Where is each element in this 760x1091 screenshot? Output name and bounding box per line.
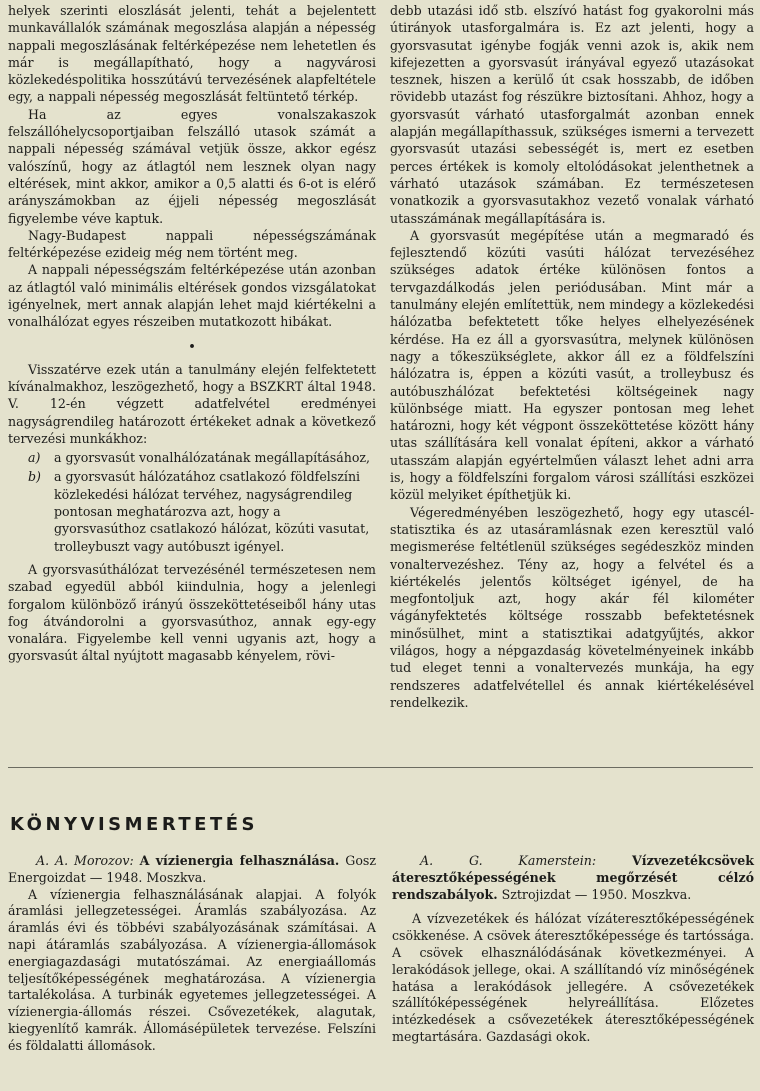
review-author: A. A. Morozov:	[36, 853, 134, 868]
book-review	[392, 853, 754, 1046]
review-publisher: Sztrojizdat — 1950. Moszkva.	[501, 886, 692, 902]
review-author: A. G. Kamerstein:	[420, 853, 597, 868]
list-item-text: a gyorsvasút vonalhálózatának megállapításához,	[54, 450, 371, 466]
paragraph: helyek szerinti eloszlását jelenti, tehát a bejelentett munkavállalók számának megoszlása alapján a népesség nappali megoszlásának feltérképezése nem lehetetlen és már is megállapítható, hogy a nagyvárosi közlekedéspolitika hosszútávú tervezésének alapfeltétele egy, a nappali népesség megoszlását feltüntető térkép.	[8, 3, 376, 105]
book-review	[8, 853, 376, 1055]
paragraph: debb utazási idő stb. elszívó hatást fog gyakorolni más útirányok utasforgalmára is. Ez azt jelenti, hogy a gyorsvasutat igénybe fogják venni azok is, akik nem kifejezetten a gyorsvasút irányával egyező utazásokat tesznek, hiszen a kerülő út csak hosszabb, de időben rövidebb utazást fog részükre biztosítani. Ahhoz, hogy a gyorsvasút várható utasforgalmát azonban ennek alapján megállapíthassuk, szükséges ismerni a tervezett gyorsvasút utazási sebességét is, mert ez esetben perces értékek is komoly eltolódásokat jelenthetnek a várható utazások számában. Ez természetesen vonatkozik a gyorsvasutakhoz vezető vonalak várható utasszámának megállapítására is.	[390, 3, 754, 226]
review-title: A vízienergia felhasználása.	[139, 853, 340, 868]
list-item	[28, 468, 376, 554]
list-item-text: a gyorsvasút hálózatához csatlakozó földfelszíni közlekedési hálózat tervéhez, nagyságrendileg pontosan meghatározva azt, hogy a gyorsvasúthoz csatlakozó hálózat, közúti vasutat, trolleybuszt vagy autóbuszt igényel.	[54, 469, 370, 554]
paragraph: Végeredményében leszögezhető, hogy egy utascél-statisztika és az utasáramlásnak ezen keresztül való megismerése feltétlenül szükséges segédeszköz minden vonaltervezéshez. Tény az, hogy a felvétel és a kiértékelés jelentős költséget igényel, de ha megfontoljuk azt, hogy akár fél kilométer vágányfektetés költsége rosszabb befektetésnek minősülhet, mint a statisztikai adatgyűjtés, akkor világos, hogy a népgazdaság követelményeinek inkább tud eleget tenni a vonaltervezés munkája, ha egy rendszeres adatfelvétellel és annak kiértékelésével rendelkezik.	[390, 504, 754, 710]
review-header	[8, 853, 376, 887]
review-body: A vízvezetékek és hálózat vízáteresztőképességének csökkenése. A csövek áteresztőképessége és tartóssága. A csövek elhasználódásának következményei. A lerakódások jellege, okai. A szállítandó víz minőségének hatása a lerakódások jellegére. A csővezetékek szállítóképességének helyreállítása. Előzetes intézkedések a csővezetékek áteresztőképességének megtartására. Gazdasági okok.	[392, 911, 754, 1044]
list-item-label: a)	[28, 450, 41, 466]
paragraph: A gyorsvasút megépítése után a megmaradó és fejlesztendő közúti vasúti hálózat tervezéséhez szükséges adatok értéke különösen fontos a tervgazdálkodás jelen periódusában. Mint már a tanulmány elején említettük, nem mindegy a közlekedési hálózatba befektetett tőke helyes elhelyezésének kérdése. Ha ez áll a gyorsvasútra, melynek különösen nagy a tőkeszükséglete, akkor áll ez a földfelszíni hálózatra is, éppen a közúti vasút, a trolleybusz és autóbuszhálózat befektetési költségeinek nagy különbsége miatt. Ha egyszer pontosan meg lehet határozni, hogy két végpont összeköttetése között hány utas szállítására kell vonalat építeni, akkor a várható utasszám alapján egyértelműen választ lehet adni arra is, hogy a földfelszíni forgalom városi szállítási eszközei közül melyiket építhetjük ki.	[390, 227, 754, 503]
review-publisher: Gosz Energoizdat — 1948. Moszkva.	[8, 853, 377, 885]
review-header	[392, 853, 754, 903]
paragraph: Visszatérve ezek után a tanulmány elején felfektetett kívánalmakhoz, leszögezhető, hogy a BSZKRT által 1948. V. 12-én végzett adatfelvétel eredményei nagyságrendileg határozott értékeket adnak a következő tervezési munkákhoz:	[8, 361, 376, 446]
list-item	[28, 449, 376, 466]
paragraph: Ha az egyes vonalszakaszok felszállóhelycsoportjaiban felszálló utasok számát a nappali népesség számával vetjük össze, akkor egész valószínű, hogy az átlagtól nem lesznek olyan nagy eltérések, mint akkor, amikor a 0,5 alatti és 6-ot is elérő arányszámokban az éjjeli népesség megoszlását figyelembe véve kaptuk.	[8, 106, 376, 226]
right-column	[390, 2, 754, 711]
left-column	[8, 2, 376, 665]
section-separator: •	[188, 339, 196, 353]
paragraph: A gyorsvasúthálózat tervezésénél természetesen nem szabad egyedül abból kiindulnia, hogy a jelenlegi forgalom különböző irányú összeköttetéseiből hány utas fog átvándorolni a gyorsvasúthoz, annak egy-egy vonalára. Figyelembe kell venni ugyanis azt, hogy a gyorsvasút által nyújtott magasabb kényelem, rövi-	[8, 561, 376, 664]
paragraph: A nappali népességszám feltérképezése után azonban az átlagtól való minimális eltérések gondos vizsgálatokat igényelnek, mert annak alapján lehet majd kiértékelni a vonalhálózat egyes részeiben mutatkozott hibákat.	[8, 262, 376, 330]
section-divider	[8, 767, 753, 768]
review-body: A vízienergia felhasználásának alapjai. A folyók áramlási jellegzetességei. Áramlás szabályozása. Az áramlás évi és többévi szabályozásának számításai. A napi átáramlás szabályozása. A vízienergia-állomások energiagazdasági mutatószámai. Az energiaállomás teljesítőképességének meghatározása. A vízienergia tartalékolása. A turbinák egyetemes jellegzetességei. A vízienergia-állomás részei. Csővezetékek, alagutak, kiegyenlítő kamrák. Állomásépületek tervezése. Felszíni és földalatti állomások.	[8, 886, 376, 1053]
list-item-label: b)	[28, 469, 41, 485]
review-title: Vízvezetékcsövek áteresztőképességének megőrzését célzó rendszabályok.	[392, 853, 754, 902]
paragraph: Nagy-Budapest nappali népességszámának feltérképezése ezideig még nem történt meg.	[8, 227, 376, 261]
section-title: KÖNYVISMERTETÉS	[10, 814, 259, 835]
